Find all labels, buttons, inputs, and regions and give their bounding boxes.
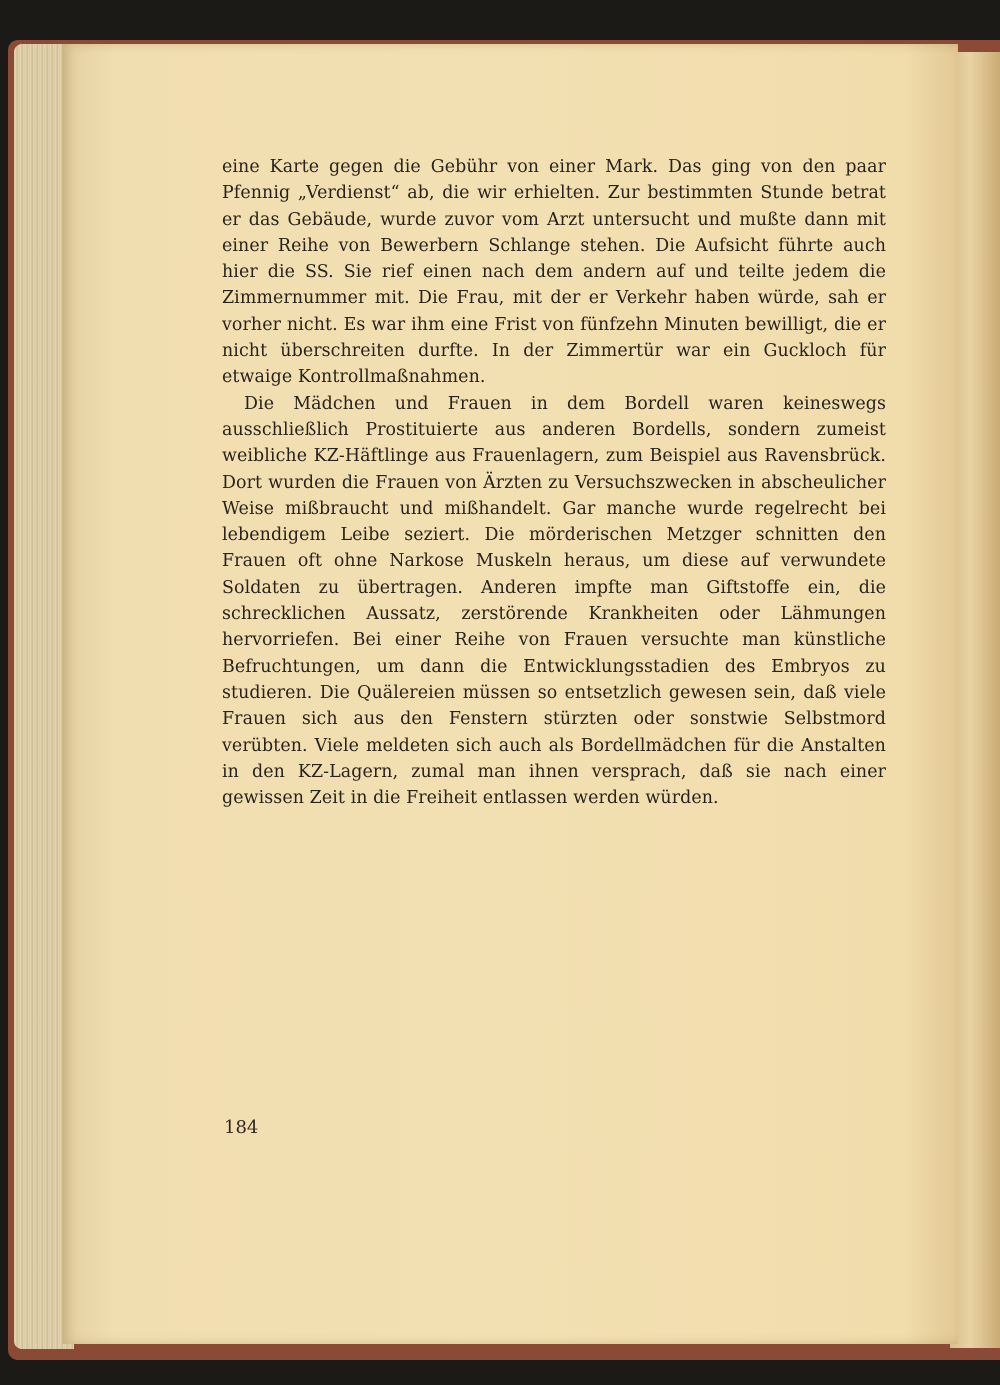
paragraph-1: eine Karte gegen die Gebühr von einer Mark. Das ging von den paar Pfennig „Verdienst“ ab, die wir erhielten. Zur bestimmten Stunde betrat er das Gebäude, wurde zuvor vom Arzt untersucht und mußte dann mit einer Reihe von Bewerbern Schlange stehen. Die Aufsicht führte auch hier die SS. Sie rief einen nach dem andern auf und teilte jedem die Zimmernummer mit. Die Frau, mit der er Verkehr haben würde, sah er vorher nicht. Es war ihm eine Frist von fünfzehn Minuten bewilligt, die er nicht überschreiten durfte. In der Zimmertür war ein Guckloch für etwaige Kontrollmaßnahmen.: [222, 157, 886, 388]
page-number: 184: [224, 1117, 259, 1138]
paragraph-2: Die Mädchen und Frauen in dem Bordell waren keineswegs ausschließlich Prostituierte aus anderen Bordells, sondern zumeist weibliche KZ-Häftlinge aus Frauenlagern, zum Beispiel aus Ravensbrück. Dort wurden die Frauen von Ärzten zu Versuchszwecken in abscheulicher Weise mißbraucht und mißhandelt. Gar manche wurde regelrecht bei lebendigem Leibe seziert. Die mörderischen Metzger schnitten den Frauen oft ohne Narkose Muskeln heraus, um diese auf verwundete Soldaten zu übertragen. Anderen impfte man Giftstoffe ein, die schrecklichen Aussatz, zerstörende Krankheiten oder Lähmungen hervorriefen. Bei einer Reihe von Frauen versuchte man künstliche Befruchtungen, um dann die Entwicklungsstadien des Embryos zu studieren. Die Quälereien müssen so entsetzlich gewesen sein, daß viele Frauen sich aus den Fenstern stürzten oder sonstwie Selbstmord verübten. Viele meldeten sich auch als Bordellmädchen für die Anstalten in den KZ-Lagern, zumal man ihnen versprach, daß sie nach einer gewissen Zeit in die Freiheit entlassen werden würden.: [222, 393, 886, 809]
body-text: [222, 154, 886, 811]
